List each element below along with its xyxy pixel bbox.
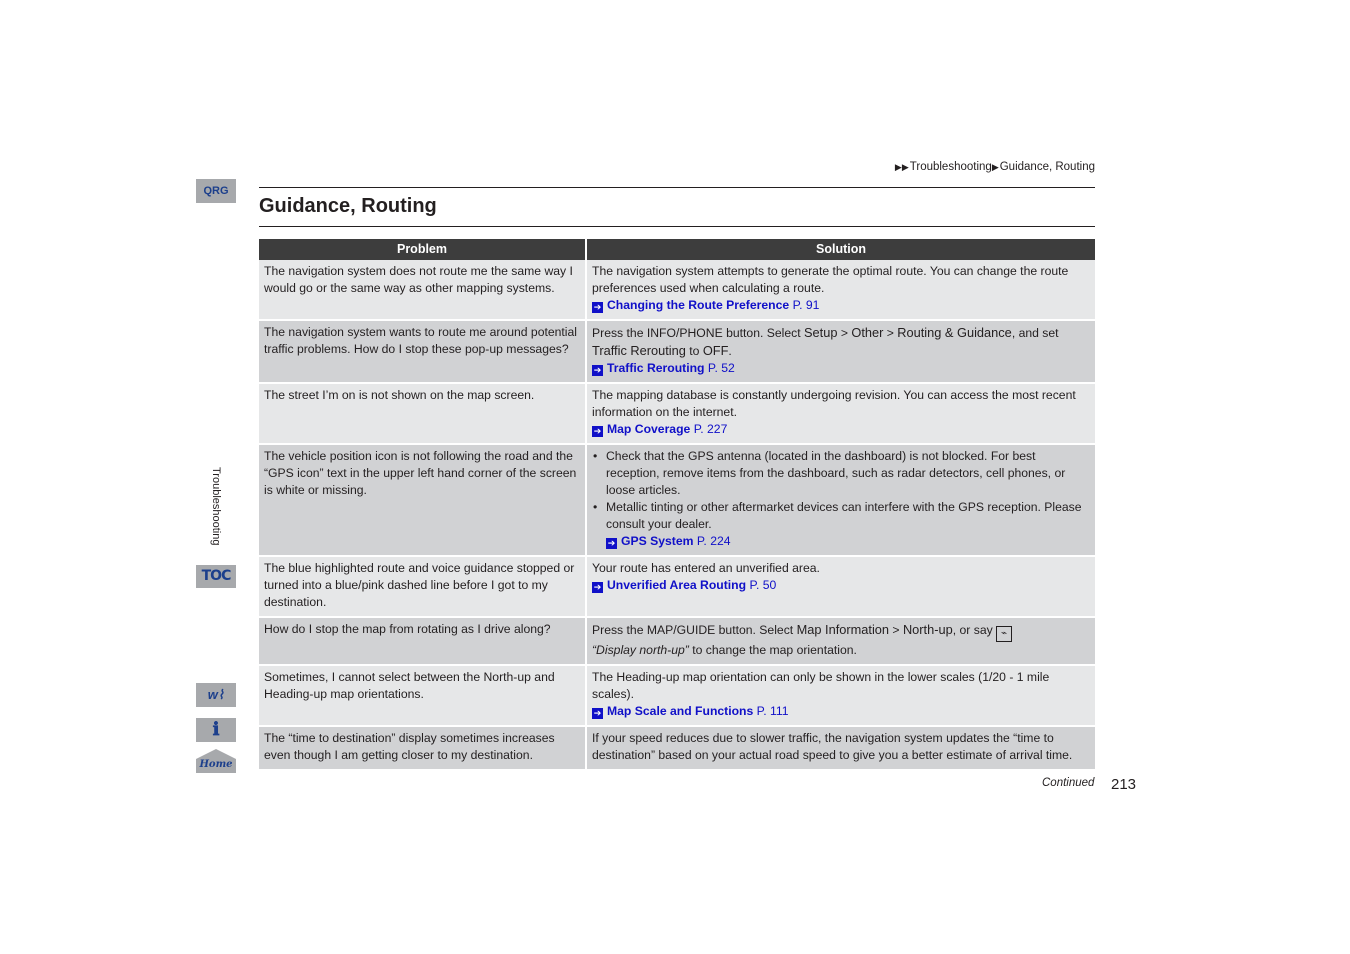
continued-label: Continued (1042, 777, 1095, 789)
problem-cell: The vehicle position icon is not following the road and the “GPS icon” text in the upper left hand corner of the screen is white or missing. (259, 444, 586, 556)
breadcrumb-current: Guidance, Routing (999, 161, 1095, 173)
cross-reference-link[interactable] (592, 360, 1090, 377)
table-row (259, 260, 1095, 320)
problem-cell: How do I stop the map from rotating as I drive along? (259, 617, 586, 665)
menu-keyword: Routing & Guidance (897, 325, 1012, 340)
solution-cell (586, 383, 1095, 444)
section-side-label: Troubleshooting (210, 467, 222, 546)
menu-keyword: Traffic Rerouting (592, 343, 686, 358)
reference-arrow-icon: ➔ (607, 538, 616, 548)
solution-text (592, 621, 1090, 659)
text-span: > (837, 326, 852, 340)
text-span: to change the map orientation. (688, 643, 857, 657)
reference-page[interactable]: P. 50 (749, 578, 777, 592)
menu-keyword: Map Information (796, 622, 890, 637)
solution-text: The mapping database is constantly undergoing revision. You can access the most recent information on the internet. (592, 388, 1076, 419)
solution-cell (586, 665, 1095, 726)
solution-cell: If your speed reduces due to slower traffic, the navigation system updates the “time to destination” based on your actual road speed to give you a better estimate of arrival time. (586, 726, 1095, 770)
reference-arrow-icon: ➔ (593, 365, 602, 375)
solution-text: Your route has entered an unverified area. (592, 561, 820, 575)
text-span: Press the MAP/GUIDE button. Select (592, 623, 797, 637)
reference-page[interactable]: P. 111 (756, 704, 789, 718)
page-title: Guidance, Routing (259, 195, 437, 217)
problem-cell: The navigation system does not route me the same way I would go or the same way as other mapping systems. (259, 260, 586, 320)
list-item (593, 448, 1090, 499)
reference-page[interactable]: P. 91 (792, 298, 820, 312)
problem-cell: The “time to destination” display sometimes increases even though I am getting closer to my destination. (259, 726, 586, 770)
reference-arrow-icon: ➔ (593, 426, 602, 436)
bullet-text: Check that the GPS antenna (located in the dashboard) is not blocked. For best reception, remove items from the dashboard, such as radar detectors, cell phones, or loose articles. (606, 449, 1066, 497)
reference-title[interactable]: Unverified Area Routing (607, 578, 747, 592)
solution-cell (586, 556, 1095, 617)
solution-text (592, 324, 1090, 360)
header-problem: Problem (259, 239, 586, 260)
text-span: > (889, 623, 903, 637)
text-span: Press the INFO/PHONE button. Select (592, 326, 805, 340)
table-row (259, 617, 1095, 665)
home-tab[interactable] (196, 749, 236, 773)
text-span: . (728, 344, 732, 358)
table-row (259, 320, 1095, 383)
bullet-mark: • (593, 449, 598, 463)
table-row (259, 556, 1095, 617)
reference-page[interactable]: P. 224 (696, 534, 731, 548)
problem-cell: The street I’m on is not shown on the map screen. (259, 383, 586, 444)
title-rule-bottom (259, 226, 1095, 227)
text-span: > (883, 326, 898, 340)
menu-keyword: North-up (902, 622, 953, 637)
reference-page[interactable]: P. 227 (693, 422, 728, 436)
solution-cell (586, 320, 1095, 383)
table-row (259, 444, 1095, 556)
cross-reference-link[interactable] (592, 703, 1090, 720)
solution-text: The Heading-up map orientation can only be shown in the lower scales (1/20 - 1 mile scales). (592, 670, 1050, 701)
info-icon[interactable]: ℹ (196, 718, 236, 742)
cross-reference-link[interactable] (592, 533, 1090, 550)
solution-bullet-list (592, 448, 1090, 533)
table-row (259, 665, 1095, 726)
voice-command-icon: ⌁ (996, 626, 1012, 642)
reference-arrow-icon: ➔ (593, 582, 602, 592)
menu-keyword: OFF (702, 343, 729, 358)
table-header-row (259, 239, 1095, 260)
cross-reference-link[interactable] (592, 421, 1090, 438)
solution-text: The navigation system attempts to generate the optimal route. You can change the route preferences used when calculating a route. (592, 264, 1069, 295)
breadcrumb-arrows: ▶▶ (894, 162, 909, 172)
reference-title[interactable]: Map Scale and Functions (607, 704, 754, 718)
breadcrumb-section[interactable]: Troubleshooting (909, 161, 992, 173)
breadcrumb (895, 161, 1095, 173)
cross-reference-link[interactable] (592, 577, 1090, 594)
reference-title[interactable]: Traffic Rerouting (607, 361, 705, 375)
problem-cell: The navigation system wants to route me around potential traffic problems. How do I stop these pop-up messages? (259, 320, 586, 383)
table-row (259, 383, 1095, 444)
qrg-tab[interactable]: QRG (196, 179, 236, 203)
cross-reference-link[interactable] (592, 297, 1090, 314)
reference-page[interactable]: P. 52 (707, 361, 735, 375)
breadcrumb-separator: ▶ (991, 162, 999, 172)
menu-keyword: Setup (804, 325, 838, 340)
solution-cell (586, 260, 1095, 320)
solution-cell (586, 617, 1095, 665)
text-span: to (685, 344, 703, 358)
page-number: 213 (1111, 776, 1137, 793)
list-item (593, 499, 1090, 533)
header-solution: Solution (586, 239, 1095, 260)
reference-title[interactable]: GPS System (621, 534, 694, 548)
problem-cell: The blue highlighted route and voice guidance stopped or turned into a blue/pink dashed line before I got to my destination. (259, 556, 586, 617)
problem-cell: Sometimes, I cannot select between the North-up and Heading-up map orientations. (259, 665, 586, 726)
reference-arrow-icon: ➔ (593, 302, 602, 312)
reference-title[interactable]: Changing the Route Preference (607, 298, 790, 312)
reference-title[interactable]: Map Coverage (607, 422, 691, 436)
home-label: Home (199, 759, 233, 770)
bullet-text: Metallic tinting or other aftermarket devices can interfere with the GPS reception. Please consult your dealer. (606, 500, 1082, 531)
solution-cell (586, 444, 1095, 556)
table-row (259, 726, 1095, 770)
text-span: , or say (952, 623, 997, 637)
toc-tab[interactable]: TOC (196, 565, 236, 588)
troubleshooting-table (259, 239, 1095, 771)
bullet-mark: • (593, 500, 598, 514)
reference-arrow-icon: ➔ (593, 708, 602, 718)
voice-phrase: “Display north-up” (592, 643, 689, 657)
voice-command-icon[interactable]: w⌇ (196, 683, 236, 707)
title-rule-top (259, 187, 1095, 188)
menu-keyword: Other (851, 325, 884, 340)
text-span: , and set (1011, 326, 1059, 340)
